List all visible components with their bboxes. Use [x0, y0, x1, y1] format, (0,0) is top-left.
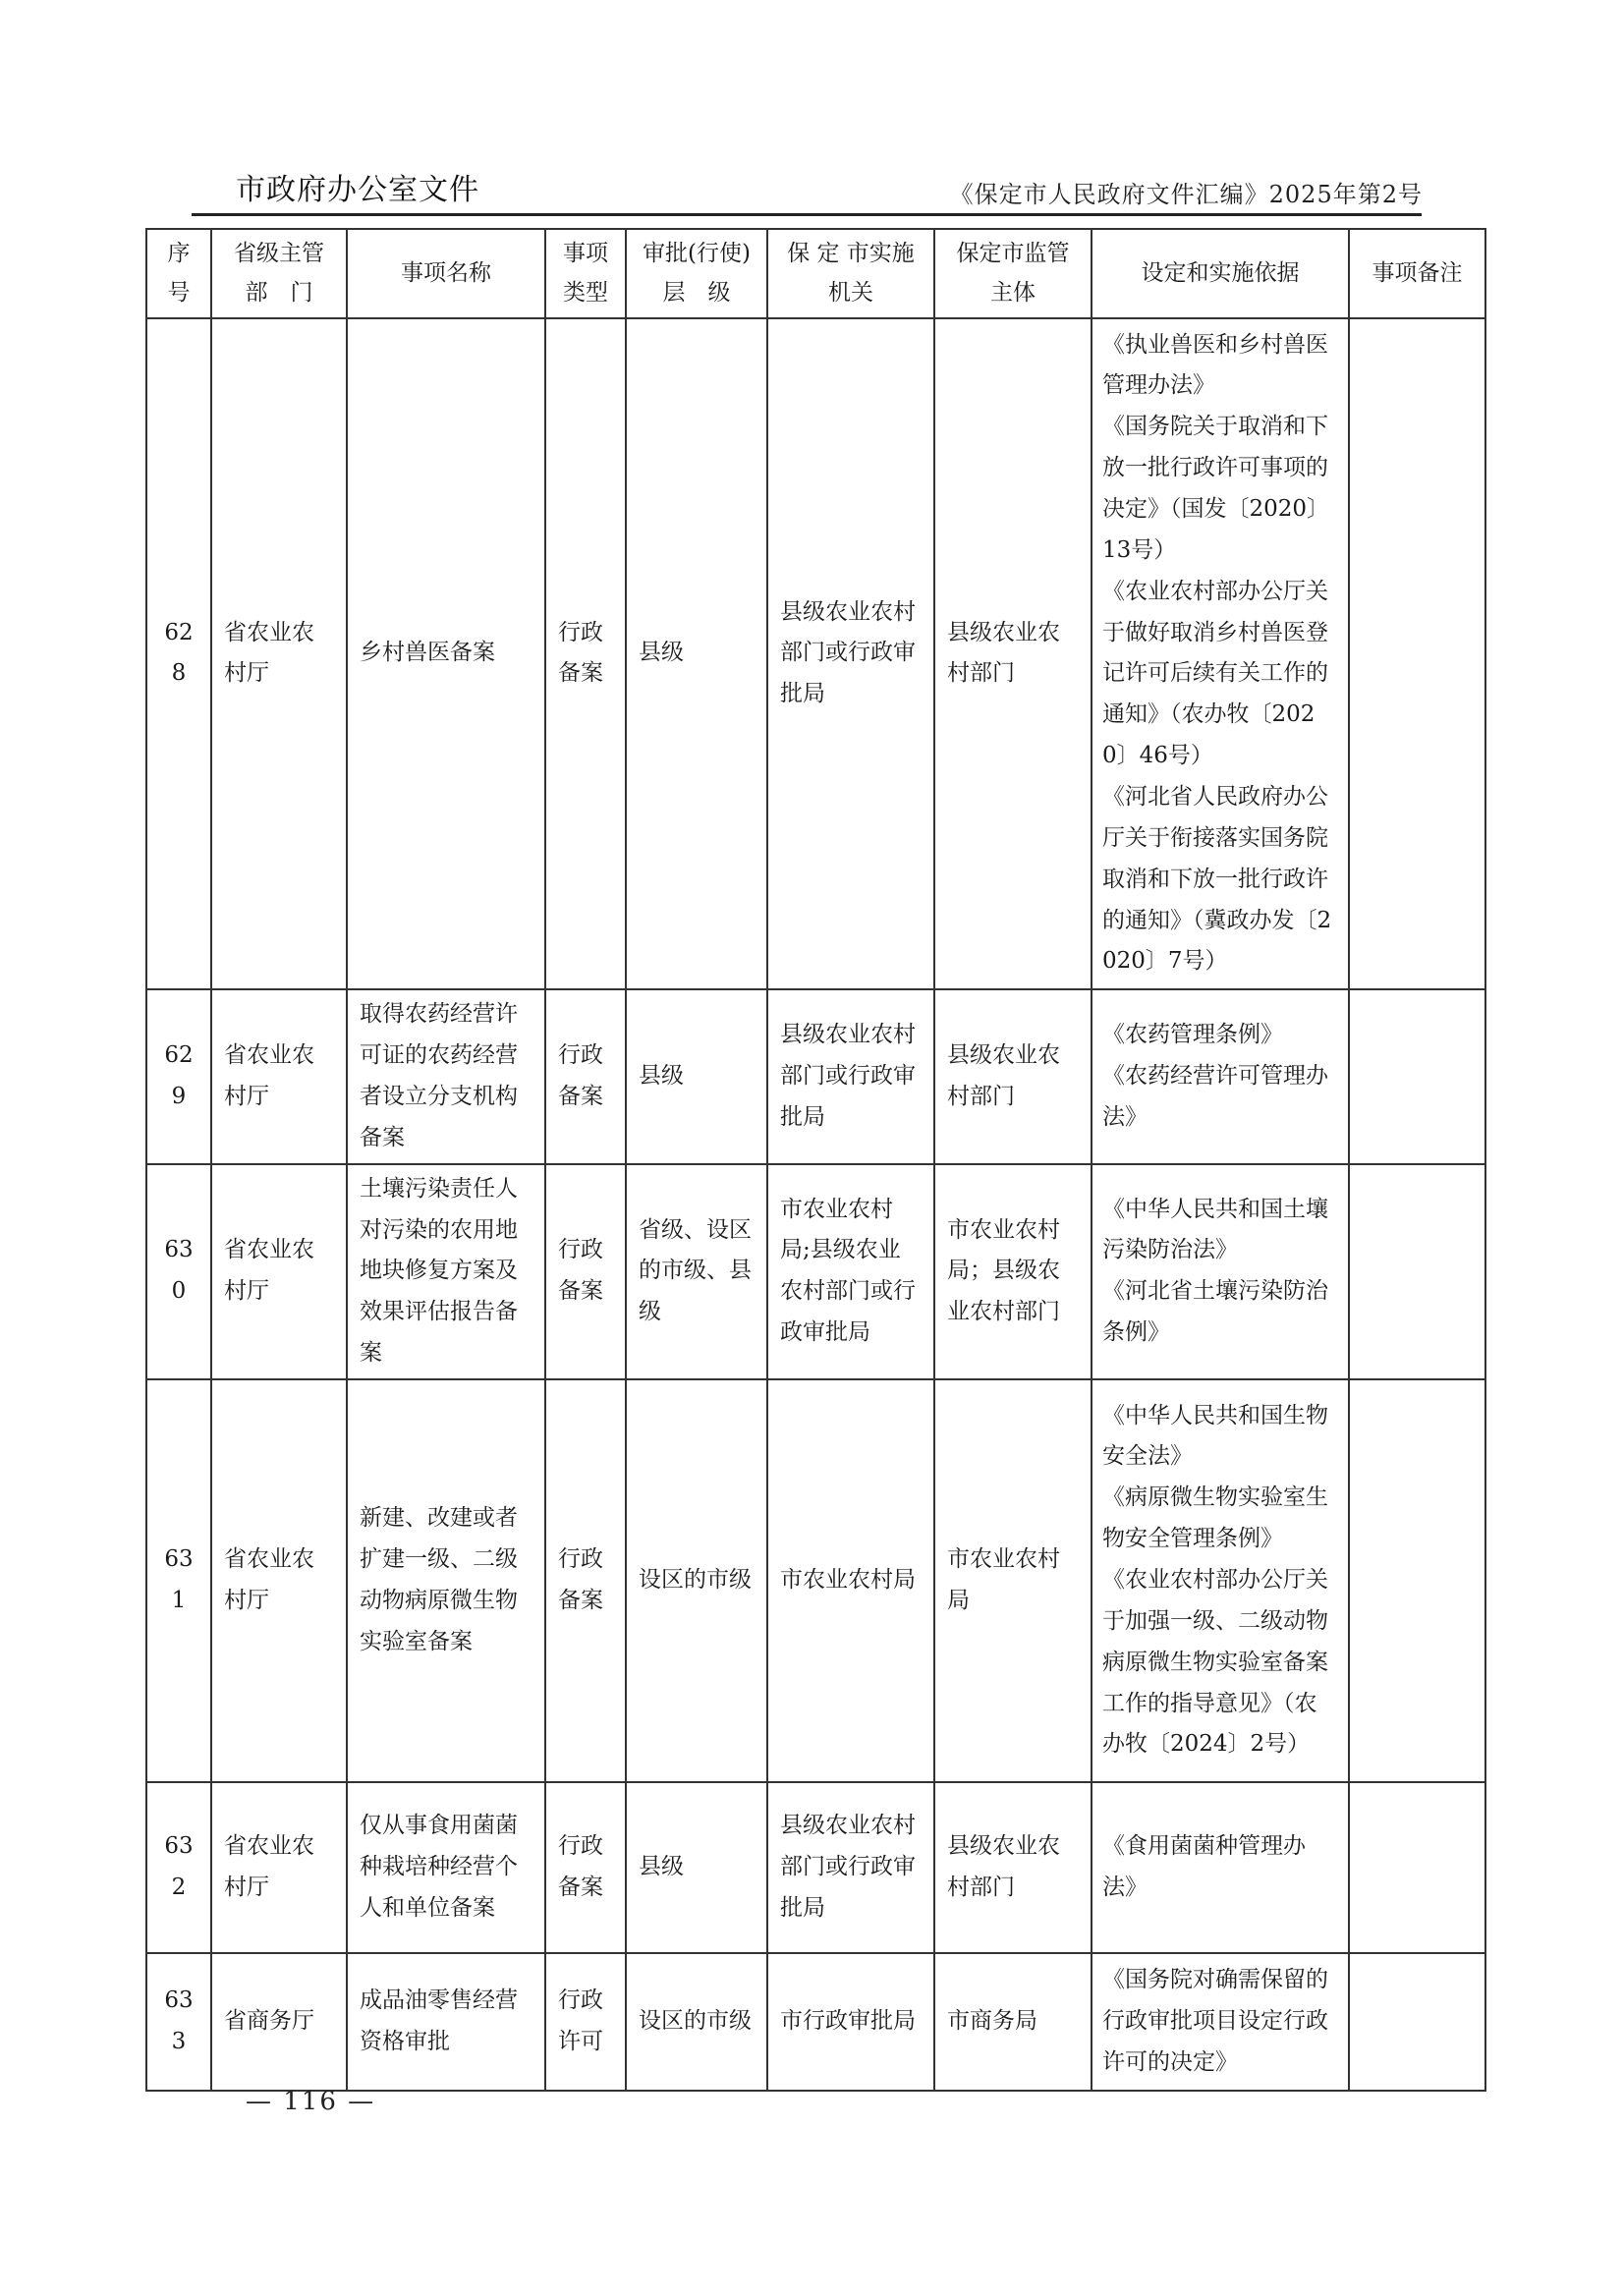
row-agency: 市行政审批局 [767, 1953, 934, 2091]
row-basis [1092, 318, 1349, 990]
row-item-name: 取得农药经营许可证的农药经营者设立分支机构备案 [347, 989, 545, 1163]
row-basis [1092, 1782, 1349, 1953]
row-level: 省级、设区的市级、县级 [626, 1164, 767, 1379]
column-header: 事项备注 [1349, 229, 1485, 318]
column-header: 设定和实施依据 [1092, 229, 1349, 318]
row-agency: 县级农业农村部门或行政审批局 [767, 989, 934, 1163]
basis-line: 《食用菌菌种管理办法》 [1102, 1833, 1306, 1900]
basis-line: 《农药经营许可管理办法》 [1102, 1063, 1328, 1130]
basis-line: 《中华人民共和国生物安全法》 [1102, 1402, 1328, 1470]
row-department: 省农业农村厅 [211, 989, 347, 1163]
row-supervisor: 市农业农村局 [934, 1379, 1092, 1782]
row-item-type: 行政备案 [545, 1379, 626, 1782]
table-row [146, 1379, 1485, 1782]
row-supervisor: 县级农业农村部门 [934, 989, 1092, 1163]
table-row [146, 1782, 1485, 1953]
basis-line: 《农业农村部办公厅关于加强一级、二级动物病原微生物实验室备案工作的指导意见》（农办牧〔2024〕2号） [1102, 1567, 1328, 1758]
row-basis [1092, 1953, 1349, 2091]
row-item-type: 行政备案 [545, 989, 626, 1163]
row-basis [1092, 1164, 1349, 1379]
basis-line: 《河北省人民政府办公厅关于衔接落实国务院取消和下放一批行政许的通知》（冀政办发〔2020〕7号） [1102, 783, 1332, 975]
basis-line: 《执业兽医和乡村兽医管理办法》 [1102, 331, 1328, 399]
table-row [146, 1953, 1485, 2091]
row-basis [1092, 1379, 1349, 1782]
row-item-type: 行政许可 [545, 1953, 626, 2091]
row-supervisor: 市商务局 [934, 1953, 1092, 2091]
column-header: 序号 [146, 229, 211, 318]
row-department: 省农业农村厅 [211, 1379, 347, 1782]
row-item-name: 仅从事食用菌菌种栽培种经营个人和单位备案 [347, 1782, 545, 1953]
row-supervisor: 县级农业农村部门 [934, 1782, 1092, 1953]
row-number: 631 [146, 1379, 211, 1782]
row-note [1349, 1953, 1485, 2091]
row-supervisor: 县级农业农村部门 [934, 318, 1092, 990]
row-agency: 市农业农村局 [767, 1379, 934, 1782]
row-note [1349, 1379, 1485, 1782]
row-note [1349, 1782, 1485, 1953]
row-level: 设区的市级 [626, 1953, 767, 2091]
row-item-type: 行政备案 [545, 1164, 626, 1379]
row-number: 628 [146, 318, 211, 990]
row-department: 省商务厅 [211, 1953, 347, 2091]
row-level: 县级 [626, 989, 767, 1163]
row-department: 省农业农村厅 [211, 1164, 347, 1379]
row-department: 省农业农村厅 [211, 1782, 347, 1953]
row-number: 633 [146, 1953, 211, 2091]
table-row [146, 989, 1485, 1163]
basis-line: 《河北省土壤污染防治条例》 [1102, 1278, 1328, 1346]
row-item-name: 新建、改建或者扩建一级、二级动物病原微生物实验室备案 [347, 1379, 545, 1782]
row-agency: 县级农业农村部门或行政审批局 [767, 1782, 934, 1953]
row-supervisor: 市农业农村局；县级农业农村部门 [934, 1164, 1092, 1379]
column-header: 省级主管部 门 [211, 229, 347, 318]
row-level: 县级 [626, 1782, 767, 1953]
row-item-name: 土壤污染责任人对污染的农用地地块修复方案及效果评估报告备案 [347, 1164, 545, 1379]
basis-line: 《农业农村部办公厅关于做好取消乡村兽医登记许可后续有关工作的通知》（农办牧〔2020〕46号） [1102, 578, 1328, 769]
row-level: 县级 [626, 318, 767, 990]
header-left-title: 市政府办公室文件 [236, 173, 479, 207]
row-basis [1092, 989, 1349, 1163]
page-number: — 116 — [246, 2087, 376, 2116]
basis-line: 《农药管理条例》 [1102, 1022, 1283, 1048]
row-agency: 市农业农村局;县级农业农村部门或行政审批局 [767, 1164, 934, 1379]
row-level: 设区的市级 [626, 1379, 767, 1782]
column-header: 事项名称 [347, 229, 545, 318]
approval-items-table [145, 228, 1486, 2092]
column-header: 事项类型 [545, 229, 626, 318]
basis-line: 《病原微生物实验室生物安全管理条例》 [1102, 1484, 1328, 1552]
row-item-name: 成品油零售经营资格审批 [347, 1953, 545, 2091]
row-note [1349, 1164, 1485, 1379]
column-header: 保定市监管主体 [934, 229, 1092, 318]
table-row [146, 1164, 1485, 1379]
row-note [1349, 318, 1485, 990]
row-number: 632 [146, 1782, 211, 1953]
column-header: 保 定 市实施机关 [767, 229, 934, 318]
row-number: 629 [146, 989, 211, 1163]
header-right-title: 《保定市人民政府文件汇编》2025年第2号 [949, 181, 1423, 208]
table-header-row [146, 229, 1485, 318]
basis-line: 《国务院关于取消和下放一批行政许可事项的决定》（国发〔2020〕13号） [1102, 414, 1330, 563]
row-agency: 县级农业农村部门或行政审批局 [767, 318, 934, 990]
row-item-name: 乡村兽医备案 [347, 318, 545, 990]
row-number: 630 [146, 1164, 211, 1379]
basis-line: 《国务院对确需保留的行政审批项目设定行政许可的决定》 [1102, 1966, 1328, 2075]
row-item-type: 行政备案 [545, 318, 626, 990]
column-header: 审批(行使)层 级 [626, 229, 767, 318]
row-note [1349, 989, 1485, 1163]
row-item-type: 行政备案 [545, 1782, 626, 1953]
table-row [146, 318, 1485, 990]
header-rule [192, 213, 1422, 216]
row-department: 省农业农村厅 [211, 318, 347, 990]
basis-line: 《中华人民共和国土壤污染防治法》 [1102, 1196, 1328, 1263]
